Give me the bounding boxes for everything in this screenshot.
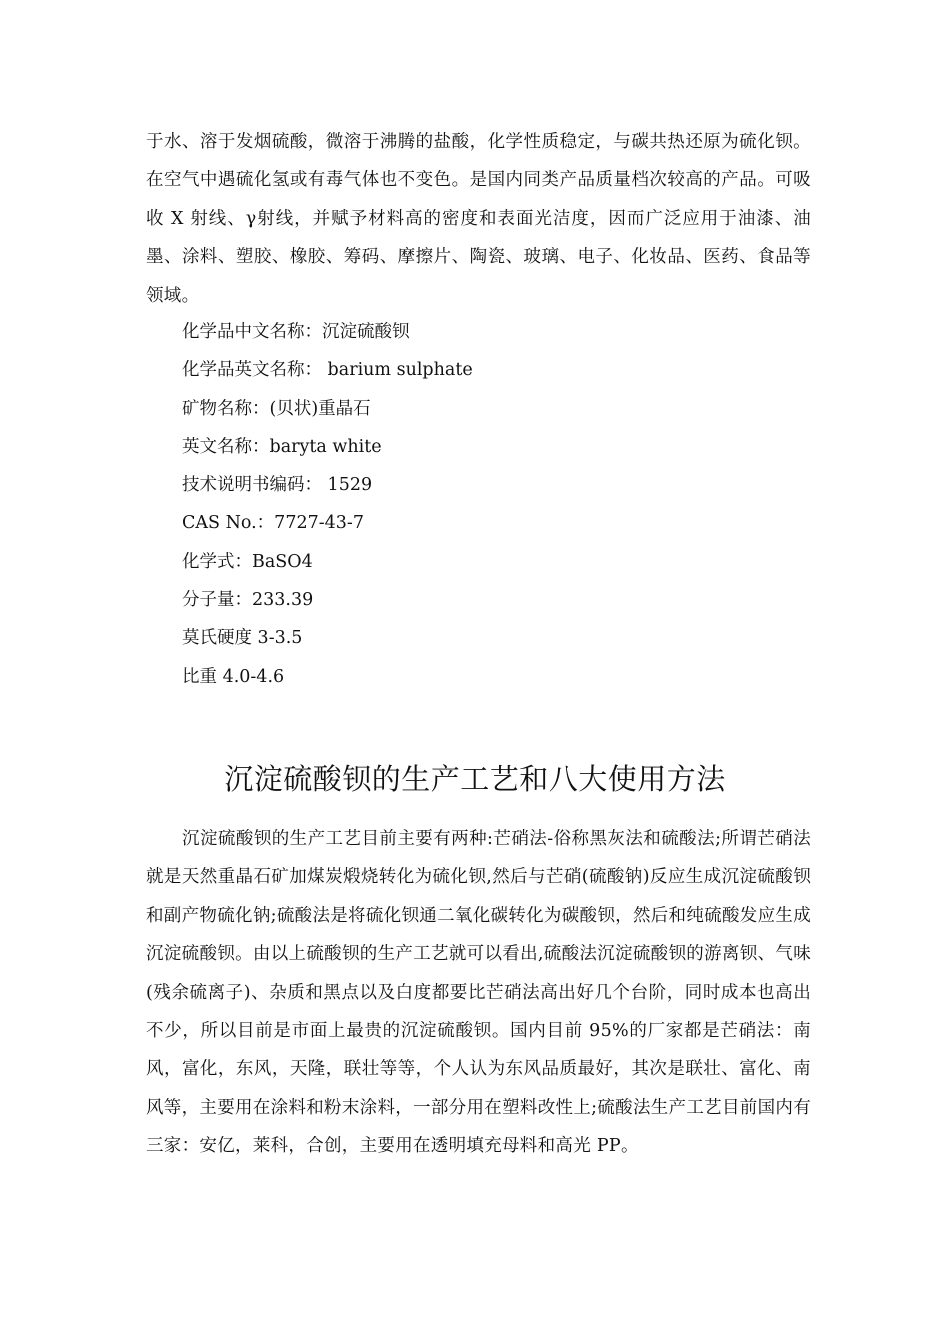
property-english-name: 化学品英文名称： barium sulphate [182,360,473,381]
section-body-paragraph: 沉淀硫酸钡的生产工艺目前主要有两种:芒硝法-俗称黑灰法和硫酸法;所谓芒硝法就是天然重晶石矿加煤炭煅烧转化为硫化钡,然后与芒硝(硫酸钠)反应生成沉淀硫酸钡和副产物硫化钠;硫酸法是将硫化钡通二氧化碳转化为碳酸钡，然后和纯硫酸发应生成沉淀硫酸钡。由以上硫酸钡的生产工艺就可以看出,硫酸法沉淀硫酸钡的游离钡、气味(残余硫离子)、杂质和黑点以及白度都要比芒硝法高出好几个台阶，同时成本也高出不少，所以目前是市面上最贵的沉淀硫酸钡。国内目前 95%的厂家都是芒硝法：南风，富化，东风，天隆，联壮等等，个人认为东风品质最好，其次是联壮、富化、南风等，主要用在涂料和粉末涂料，一部分用在塑料改性上;硫酸法生产工艺目前国内有三家：安亿，莱科，合创，主要用在透明填充母料和高光 PP。 [146,829,811,1157]
property-mineral-name: 矿物名称：(贝状)重晶石 [182,398,371,419]
section-title: 沉淀硫酸钡的生产工艺和八大使用方法 [224,762,726,796]
property-specific-gravity: 比重 4.0-4.6 [182,666,285,687]
property-molecular-weight: 分子量：233.39 [182,590,314,611]
property-list [182,313,802,696]
property-cas-number: CAS No.：7727-43-7 [182,513,364,534]
property-chinese-name: 化学品中文名称：沉淀硫酸钡 [182,322,410,342]
property-mohs-hardness: 莫氏硬度 3-3.5 [182,628,303,649]
intro-paragraph: 于水、溶于发烟硫酸，微溶于沸腾的盐酸，化学性质稳定，与碳共热还原为硫化钡。在空气中遇硫化氢或有毒气体也不变色。是国内同类产品质量档次较高的产品。可吸收 X 射线、γ射线，并赋予材料高的密度和表面光洁度，因而广泛应用于油漆、油墨、涂料、塑胶、橡胶、筹码、摩擦片、陶瓷、玻璃、电子、化妆品、医药、食品等领域。 [146,132,811,306]
property-formula: 化学式：BaSO4 [182,551,313,572]
property-alt-english-name: 英文名称：baryta white [182,436,382,457]
property-spec-code: 技术说明书编码： 1529 [182,475,373,496]
